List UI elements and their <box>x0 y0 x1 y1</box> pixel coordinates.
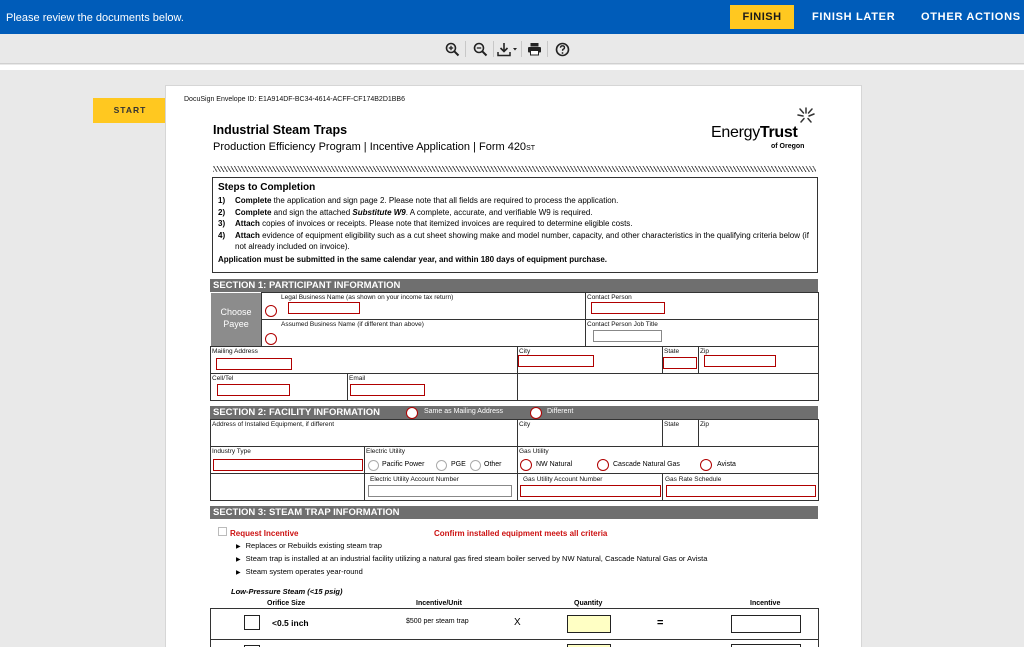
industry-type-input[interactable] <box>213 459 363 471</box>
gas-account-input[interactable] <box>520 485 661 497</box>
contact-title-label: Contact Person Job Title <box>587 321 658 328</box>
payee-assumed-radio[interactable] <box>265 333 277 345</box>
top-bar <box>0 0 1024 34</box>
incentive-header: Incentive <box>750 600 781 607</box>
confirm-criteria-label: Confirm installed equipment meets all criteria <box>434 529 608 538</box>
page-subtitle <box>213 141 535 153</box>
blank-cell <box>517 373 819 401</box>
state2-label: State <box>664 421 680 428</box>
gas-account-label: Gas Utility Account Number <box>523 476 603 483</box>
pacific-power-label: Pacific Power <box>382 461 425 468</box>
gas-utility-label: Gas Utility <box>519 448 549 455</box>
subtitle-text: Production Efficiency Program | Incentive Application | Form 420 <box>213 141 527 153</box>
logo-energy: Energy <box>711 124 760 141</box>
zip2-cell <box>698 419 819 447</box>
quantity-header: Quantity <box>574 600 603 607</box>
mailing-address-label: Mailing Address <box>212 348 258 355</box>
table-row-divider <box>210 639 819 640</box>
pge-label: PGE <box>451 461 466 468</box>
finish-button[interactable]: FINISH <box>730 5 794 29</box>
electric-account-input[interactable] <box>368 485 512 497</box>
gas-rate-input[interactable] <box>666 485 816 497</box>
cell-tel-input[interactable] <box>217 384 290 396</box>
finish-later-button[interactable]: FINISH LATER <box>812 11 896 23</box>
orifice-checkbox[interactable] <box>244 615 260 630</box>
steps-heading: Steps to Completion <box>218 182 316 193</box>
rate-value: $500 per steam trap <box>406 618 469 625</box>
avista-radio[interactable] <box>700 459 712 471</box>
state-label: State <box>664 348 680 355</box>
quantity-input[interactable] <box>567 615 611 633</box>
logo-trust: Trust <box>759 124 798 141</box>
pacific-power-radio[interactable] <box>368 460 379 471</box>
industry-type-label: Industry Type <box>212 448 251 455</box>
zip2-label: Zip <box>700 421 710 428</box>
other-electric-label: Other <box>484 461 502 468</box>
section3-header: SECTION 3: STEAM TRAP INFORMATION <box>210 506 818 519</box>
installed-address-label: Address of Installed Equipment, if different <box>212 421 335 428</box>
criteria-item: ▶ Steam trap is installed at an industrial facility utilizing a natural gas fired steam boiler served by NW Natural, Cascade Natural Gas or Avista <box>236 554 707 563</box>
viewer-divider <box>0 65 1024 70</box>
section2-header <box>210 406 818 419</box>
same-as-mailing-radio[interactable] <box>406 407 418 419</box>
contact-person-label: Contact Person <box>587 294 632 301</box>
city2-cell <box>517 419 663 447</box>
request-incentive-label: Request Incentive <box>230 529 299 538</box>
nw-natural-radio[interactable] <box>520 459 532 471</box>
electric-utility-label: Electric Utility <box>366 448 406 455</box>
step-item: 2) Complete and sign the attached Substitute W9. A complete, accurate, and verifiable W9 is required. <box>218 207 593 217</box>
section1-header: SECTION 1: PARTICIPANT INFORMATION <box>210 279 818 292</box>
steps-final-note: Application must be submitted in the same calendar year, and within 180 days of equipment purchase. <box>218 254 607 264</box>
times-sign: X <box>514 617 521 628</box>
hatch-divider <box>213 166 816 172</box>
legal-name-input[interactable] <box>288 302 360 314</box>
step-item: 1) Complete the application and sign page 2. Please note that all fields are required to process the application. <box>218 196 619 205</box>
criteria-item: ▶ Steam system operates year-round <box>236 567 363 576</box>
zip-input[interactable] <box>704 355 776 367</box>
other-actions-label: OTHER ACTIONS <box>921 11 1021 23</box>
zoom-in-icon[interactable] <box>442 40 462 58</box>
other-electric-radio[interactable] <box>470 460 481 471</box>
legal-name-label: Legal Business Name (as shown on your income tax return) <box>281 294 454 301</box>
download-icon[interactable] <box>496 40 520 58</box>
review-message: Please review the documents below. <box>6 12 184 24</box>
envelope-id: DocuSign Envelope ID: E1A914DF-BC34-4614-ACFF-CF174B2D1BB6 <box>184 96 405 103</box>
document-page <box>165 85 862 647</box>
request-incentive-checkbox[interactable] <box>218 527 227 536</box>
criteria-item: ▶ Replaces or Rebuilds existing steam trap <box>236 541 382 550</box>
start-button[interactable]: START <box>93 98 167 123</box>
print-icon[interactable] <box>524 40 544 58</box>
subtitle-suffix: ST <box>526 145 536 152</box>
assumed-name-label: Assumed Business Name (if different than above) <box>281 321 424 328</box>
different-radio[interactable] <box>530 407 542 419</box>
cascade-label: Cascade Natural Gas <box>613 461 680 468</box>
logo-wordmark <box>711 124 798 142</box>
orifice-size-value: <0.5 inch <box>272 618 309 628</box>
state-input[interactable] <box>663 357 697 369</box>
page-title: Industrial Steam Traps <box>213 123 348 137</box>
electric-account-label: Electric Utility Account Number <box>370 476 459 483</box>
incentive-unit-header: Incentive/Unit <box>416 600 462 607</box>
blank2-cell <box>210 473 365 501</box>
city-input[interactable] <box>518 355 594 367</box>
email-label: Email <box>349 375 366 382</box>
sunburst-icon <box>795 106 817 126</box>
section2-title: SECTION 2: FACILITY INFORMATION <box>213 407 380 418</box>
payee-legal-radio[interactable] <box>265 305 277 317</box>
contact-person-input[interactable] <box>591 302 665 314</box>
city2-label: City <box>519 421 531 428</box>
steps-box <box>212 177 818 273</box>
different-label: Different <box>547 408 574 415</box>
low-pressure-title: Low-Pressure Steam (<15 psig) <box>231 587 343 596</box>
step-item: 4) Attach evidence of equipment eligibility such as a cut sheet showing make and model number, capacity, and other characteristics in the qualifying criteria below (if not already included on invoice). <box>218 230 809 251</box>
nw-natural-label: NW Natural <box>536 461 573 468</box>
contact-title-input[interactable] <box>593 330 662 342</box>
email-input[interactable] <box>350 384 425 396</box>
gas-rate-label: Gas Rate Schedule <box>665 476 722 483</box>
city-label: City <box>519 348 531 355</box>
cascade-radio[interactable] <box>597 459 609 471</box>
other-actions-button[interactable] <box>921 5 1024 29</box>
choose-payee-label: Choose Payee <box>211 293 261 347</box>
avista-label: Avista <box>717 461 736 468</box>
toolbar <box>0 34 1024 64</box>
mailing-address-input[interactable] <box>216 358 292 370</box>
incentive-output <box>731 615 801 633</box>
gas-utility-cell <box>517 446 819 474</box>
step-item: 3) Attach copies of invoices or receipts. Please note that itemized invoices are required to determine eligible costs. <box>218 219 633 228</box>
cell-tel-label: Cell/Tel <box>212 375 234 382</box>
same-as-mailing-label: Same as Mailing Address <box>424 408 503 415</box>
logo-subtitle: of Oregon <box>771 143 805 150</box>
orifice-header: Orifice Size <box>267 600 306 607</box>
equals-sign: = <box>657 617 664 629</box>
zoom-out-icon[interactable] <box>470 40 490 58</box>
pge-radio[interactable] <box>436 460 447 471</box>
energy-trust-logo <box>711 106 821 156</box>
zip-label: Zip <box>700 348 710 355</box>
help-icon[interactable] <box>552 40 572 58</box>
